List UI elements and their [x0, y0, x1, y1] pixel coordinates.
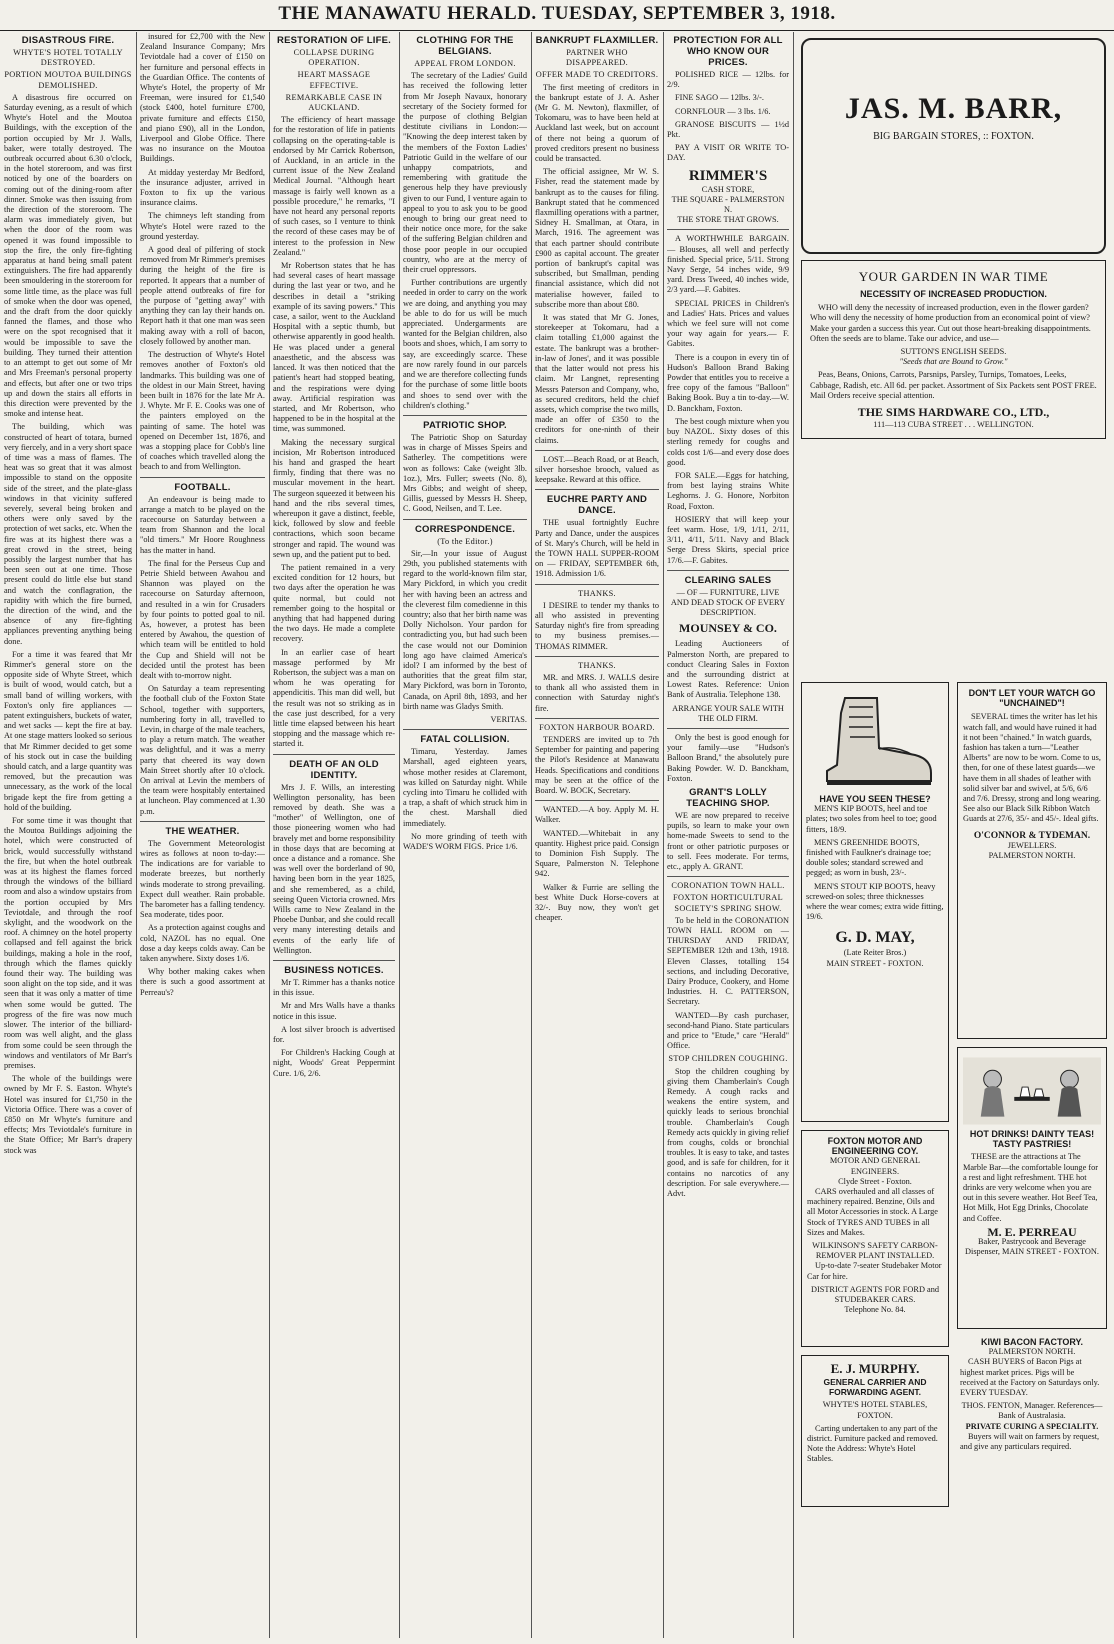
- motor-title: FOXTON MOTOR AND ENGINEERING COY.: [827, 1136, 923, 1157]
- article-paragraph: Why bother making cakes when there is such a good assortment at Perreau's?: [140, 967, 265, 997]
- divider: [535, 656, 659, 657]
- divider: [535, 718, 659, 719]
- notice-paragraph: Mr and Mrs Walls have a thanks notice in this issue.: [273, 1001, 395, 1021]
- kiwi-advertisement: [957, 1337, 1107, 1452]
- motor-body: Up-to-date 7-seater Studebaker Motor Car for hire.: [807, 1261, 942, 1281]
- classified-ad: LOST.—Beach Road, or at Beach, silver horseshoe brooch, valued as keepsake. Reward at this office.: [535, 454, 659, 485]
- cafe-title: HOT DRINKS! DAINTY TEAS! TASTY PASTRIES!: [969, 1129, 1095, 1150]
- may-boots-advertisement: [801, 678, 949, 1511]
- watch-title: DON'T LET YOUR WATCH GO "UNCHAINED"!: [968, 688, 1096, 709]
- classified-ad: TENDERS are invited up to 7th September for painting and papering the Pilot's Residence at Manawatu Heads. Specifications and conditions may be seen at the office of the Board. W. BOCK, Secretary.: [535, 734, 659, 795]
- article-paragraph: For some time it was thought that the Moutoa Buildings adjoining the hotel, which were constructed of brick, would successfully withstand the fire, but when the hotel outbreak was at its highest the flames forced through the windows of the billiard room and also a window upstairs from the portion occupied by Mrs Teviotdale, and through the roof skylight, and the woodwork on the roof. A chimney on the hotel property collapsed and fell against the brick buildings, making a hole in the roof, through which the flames quickly found their way. The building was soon alight on the top side, and it was seen that it was only a matter of time when some would be gutted. The progress of the fire was now much slower. The interior of the billiard-room was well alight, and the glass from some could be seen through the windows and ventilators of Mr Barr's premises.: [4, 816, 132, 1070]
- classified-ad: Stop the children coughing by giving them Chamberlain's Cough Remedy. A cough racks and weakens the entire system, and quickly leads to serious bronchial trouble. Chamberlain's Cough Remedy acts quickly in giving relief from coughs, colds or bronchial troubles. It is easy to take, and tastes good, and is safe for children, for it contains no narcotics of any description. For sale everywhere.—Advt.: [667, 1066, 789, 1199]
- boots-item: MEN'S STOUT KIP BOOTS, heavy screwed-on soles; three thicknesses where the wear comes; extra wide fitting, 19/6.: [806, 881, 944, 922]
- column-rule: [793, 32, 794, 1638]
- article-paragraph: On Saturday a team representing the football club of the Foxton State School, together with supporters, numbering forty in all, travelled to Levin, in charge of the male teachers, to play a return match. The weather was delightful, and it was a merry party that cheered its way down Main Street shortly after 10 o'clock. On arrival at Levin the members of the team were hospitably entertained at luncheon. Play commenced at 1.30 p.m.: [140, 684, 265, 816]
- kiwi-manager: THOS. FENTON, Manager. References—Bank of Australasia.: [961, 1401, 1103, 1421]
- classified-ad: Walker & Furrie are selling the best White Duck Horse-covers at 32/-. Buy now, they won't get cheaper.: [535, 882, 659, 923]
- divider: [403, 415, 527, 416]
- subheading: CORONATION TOWN HALL.: [671, 881, 785, 891]
- perreau-subtitle: Baker, Pastrycook and Beverage Dispenser, MAIN STREET - FOXTON.: [965, 1237, 1099, 1257]
- article-paragraph: Further contributions are urgently needed in order to carry on the work we are doing, and anything you may be able to do for us will be much appreciated. Undergarments are wanted for the Belgian children, also boots and shoes, which, I am sorry to say, are exceedingly scarce. These are now rarely found in our parcels and we are therefore collecting funds for the purchase of some little boots and shoes to send over with the children's clothing.": [403, 278, 527, 410]
- motor-body: CARS overhauled and all classes of machinery repaired. Benzine, Oils and all Motor Accessories in stock. A Large Stock of TYRES AND TUBES in all Sizes and Makes.: [807, 1187, 938, 1237]
- classified-ad: WANTED—By cash purchaser, second-hand Piano. State particulars and price to "Etude," care "Herald" Office.: [667, 1010, 789, 1051]
- kiwi-body: CASH BUYERS of Bacon Pigs at highest market prices. Pigs will be received at the Factory on Saturdays only. EVERY TUESDAY.: [960, 1357, 1100, 1398]
- headline: CORRESPONDENCE.: [414, 523, 516, 535]
- classified-ad: HOSIERY that will keep your feet warm. Hose, 1/9, 1/11, 2/11, 3/11, 4/11, 5/11. Navy and Black Serge Dress Skirts, special price 17/6.—F. Gabites.: [667, 514, 789, 565]
- article-paragraph: The destruction of Whyte's Hotel removes another of Foxton's old landmarks. This building was one of the oldest in our Main Street, having been built in 1876 for the late Mr A. J. Whyte. Mr F. E. Cooks was one of the painters employed on the painting of same. The hotel was opened on December 1st, 1876, and was a stopping place for Cobb's line of coaches which travelled along the beach to and from Wellington.: [140, 350, 265, 472]
- article-paragraph: The first meeting of creditors in the bankrupt estate of J. A. Asher (Mr G. M. Newton), flaxmiller, of Tokomaru, was to have been held at Auckland last week, but on account of there not being a quorum of proved creditors present no business could be transacted.: [535, 82, 659, 164]
- column-3: [273, 32, 395, 1640]
- article-paragraph: insured for £2,700 with the New Zealand Insurance Company; Mrs Teviotdale had a cover of £150 on her furniture and personal effects in the Guardian Office. The contents of Whyte's Hotel, the property of Mr Freeman, were insured for £1,540 (stock £400, hotel furniture £700, private furniture and effects £150, and piano £90), all in the London, Liverpool and Globe Office. There was no insurance on the Moutoa Buildings.: [140, 32, 265, 164]
- classified-ad: The best cough mixture when you buy NAZOL. Sixty doses of this sterling remedy for coughs and colds cost 1/6—and every dose does good.: [667, 416, 789, 467]
- auctioneer-name: MOUNSEY & CO.: [679, 621, 777, 636]
- classified-ad: THE usual fortnightly Euchre Party and Dance, under the auspices of St. Mary's Church, will be held in the TOWN HALL SUPPER-ROOM on — FRIDAY, SEPTEMBER 6th, 1918. Admission 1/6.: [535, 518, 659, 579]
- subheading: OFFER MADE TO CREDITORS.: [535, 70, 659, 80]
- headline: DISASTROUS FIRE.: [21, 35, 115, 46]
- ad-text: — OF — FURNITURE, LIVE AND DEAD STOCK OF EVERY DESCRIPTION.: [670, 587, 786, 618]
- garden-advertisement: [801, 260, 1106, 439]
- motor-advertisement: [801, 1130, 949, 1347]
- article-paragraph: No more grinding of teeth with WADE'S WORM FIGS. Price 1/6.: [403, 831, 527, 852]
- murphy-advertisement: [801, 1355, 949, 1507]
- notice-paragraph: A lost silver brooch is advertised for.: [273, 1024, 395, 1045]
- column-4: [403, 32, 527, 1640]
- headline: EUCHRE PARTY AND DANCE.: [546, 494, 648, 517]
- garden-body: WHO will deny the necessity of increased production, even in the flower garden? Who will deny the necessity of home production from an economical point of view? Make your garden a success this year. Cut out those heart-breaking disappointments. Often the seeds are to blame. Take our advice, and use—: [810, 303, 1091, 343]
- sims-name: THE SIMS HARDWARE CO., LTD.,: [857, 405, 1050, 420]
- subheading: THANKS.: [578, 588, 616, 598]
- headline: BUSINESS NOTICES.: [284, 965, 384, 977]
- divider: [140, 477, 265, 478]
- article-paragraph: Making the necessary surgical incision, Mr Robertson introduced his hand and grasped the heart firmly, finding that there was no muscular movement in the heart. The surgeon squeezed it between his hand and the ribs several times, whereupon it gave a distinct, feeble, kick, followed by slow and feeble contractions, which soon became stronger and rapid. The wound was sewn up, and the patient put to bed.: [273, 437, 395, 559]
- divider: [403, 519, 527, 520]
- price-line: GRANOSE BISCUITS — 1½d Pkt.: [667, 119, 789, 140]
- perreau-name: M. E. PERREAU: [987, 1224, 1077, 1239]
- article-paragraph: A good deal of pilfering of stock removed from Mr Rimmer's premises during the height of the fire is reported. It appears that a number of people attend outbreaks of fire for the purpose of "getting away" with anything they can lay their hands on. Report hath it that one man was seen making away with a roll of bacon, closely followed by another man.: [140, 245, 265, 346]
- garden-title: YOUR GARDEN IN WAR TIME: [858, 269, 1049, 284]
- classified-ad: WE are now prepared to receive pupils, so learn to make your own home-made Sweets to send to the front or other patriotic purposes or to sell. Fees moderate. For terms, etc., apply A. GRANT.: [667, 810, 789, 871]
- subheading: FOXTON HORTICULTURAL SOCIETY'S SPRING SHOW.: [673, 893, 783, 913]
- store-address: THE SQUARE - PALMERSTON N.: [671, 194, 785, 215]
- headline: BANKRUPT FLAXMILLER.: [535, 35, 659, 46]
- column-2: [140, 32, 265, 1640]
- motor-agents: DISTRICT AGENTS FOR FORD and STUDEBAKER CARS.: [810, 1284, 939, 1305]
- article-paragraph: The official assignee, Mr W. S. Fisher, read the statement made by bankrupt as to the causes for filing. Bankrupt stated that he commenced flaxmilling operations with a partner, Sidney H. Smallman, at Otara, in March, 1916. The agreement was that each partner should contribute £900 as capital account. The greater portion of bankrupt's capital was subscribed, but Smallman, pending financial assistance, which did not materialise however, failed to subscribe more than about £80.: [535, 167, 659, 309]
- boots-title: HAVE YOU SEEN THESE?: [819, 794, 931, 804]
- column-6: [667, 32, 789, 1640]
- notice-paragraph: For Children's Hacking Cough at night, Woods' Great Peppermint Cure. 1/6, 2/6.: [273, 1048, 395, 1078]
- price-line: PAY A VISIT OR WRITE TO-DAY.: [667, 143, 789, 163]
- subheading: WHYTE'S HOTEL TOTALLY DESTROYED.: [13, 48, 123, 68]
- divider: [140, 821, 265, 822]
- watch-body: SEVERAL times the writer has let his watch fall, and would have ruined it had it not been "chained." In watch guards, fashion has taken a turn—"Leather Alberts" are now to be worn. Come to us, then, for one of these latest guards—we have them in all shades of leather with solid silver bar and swivel, at 5/6, 6/6 and 7/6. Dressy, strong and long wearing. See also our Black Silk Ribbon Watch Guards at 27/6, 35/- and 45/-. Ideal gifts.: [963, 712, 1101, 824]
- subheading: PORTION MOUTOA BUILDINGS DEMOLISHED.: [4, 70, 132, 90]
- divider: [535, 489, 659, 490]
- price-line: CORNFLOUR — 3 lbs. 1/6.: [675, 106, 771, 116]
- article-paragraph: As a protection against coughs and cold, NAZOL has no equal. One dose a day keeps colds away. Can be taken anywhere. Sixty doses 1/6.: [140, 923, 265, 964]
- murphy-address: WHYTE'S HOTEL STABLES, FOXTON.: [822, 1400, 928, 1420]
- classified-ad: FOR SALE.—Eggs for hatching, from best laying strains White Leghorns. J. G. Honore, Norbiton Road, Foxton.: [667, 470, 789, 511]
- classified-ad: WANTED.—A boy. Apply M. H. Walker.: [535, 805, 659, 825]
- article-paragraph: Timaru, Yesterday. James Marshall, aged eighteen years, whose mother resides at Claremont, was killed on Saturday night. While cycling into Timaru he collided with a trap, a shaft of which struck him in the chest. Marshall died immediately.: [403, 747, 527, 828]
- classified-ad: WANTED.—Whitebait in any quantity. Highest price paid. Consign to Dominion Fish Supply. The Square, Palmerston N. Telephone 942.: [535, 828, 659, 879]
- cafe-body: THESE are the attractions at The Marble Bar—the comfortable lounge for a rest and light refreshment. THE hot drinks are very welcome when you are out in this severe weather. Hot Beef Tea, Hot Milk, Hot Egg Drinks, Chocolate and Coffee.: [963, 1152, 1099, 1223]
- article-paragraph: For a time it was feared that Mr Rimmer's general store on the opposite side of Whyte Street, which is built of wood, would catch, but a small band of willing workers, with Foxton's only fire appliances — patent extinguishers, buckets of water, and wet sacks — kept the fire at bay. At one stage matters looked so serious that Mr Rimmer decided to get some of his stock out in case the building should catch, and a large quantity was removed, but the precaution was unnecessary, as the work of the local brigade kept the fire from getting a hold of the building.: [4, 649, 132, 812]
- masthead: THE MANAWATU HERALD. TUESDAY, SEPTEMBER 3, 1918.: [0, 0, 1114, 31]
- divider: [667, 570, 789, 571]
- ad-text: ARRANGE YOUR SALE WITH THE OLD FIRM.: [672, 703, 784, 723]
- boot-illustration-icon: [815, 693, 935, 788]
- murphy-subtitle: GENERAL CARRIER AND FORWARDING AGENT.: [823, 1377, 927, 1398]
- subheading: (To the Editor.): [437, 536, 493, 546]
- column-rule: [399, 32, 400, 1638]
- cafe-illustration-icon: [963, 1057, 1101, 1125]
- divider: [403, 729, 527, 730]
- article-paragraph: In an earlier case of heart massage performed by Mr Robertson, the subject was a man on whom he was operating for appendicitis. This man did well, but the result was not so striking as in the case just described, for a very little time elapsed between his heart stopping and the massage which re-started it.: [273, 647, 395, 749]
- headline: DEATH OF AN OLD IDENTITY.: [289, 758, 379, 781]
- subheading: PARTNER WHO DISAPPEARED.: [566, 48, 628, 68]
- kiwi-private: PRIVATE CURING A SPECIALITY.: [965, 1421, 1099, 1431]
- column-rule: [531, 32, 532, 1638]
- article-paragraph: The whole of the buildings were owned by Mr F. S. Easton. Whyte's Hotel was insured for £1,750 in the Victoria Office. There was a cover of £850 on Mr Whyte's furniture and effects; Mrs Teviotdale's furniture in the State Office; Mr Barr's drapery stock was: [4, 1074, 132, 1155]
- headline: FOOTBALL.: [174, 481, 231, 493]
- watch-advertisement: [957, 682, 1107, 1039]
- boots-item: MEN'S GREENHIDE BOOTS, finished with Faulkner's drainage toe; double soles; standard screwed and pegged; as worn in bush, 23/-.: [806, 837, 931, 878]
- headline: THE WEATHER.: [165, 825, 240, 837]
- may-name: G. D. MAY,: [835, 929, 915, 947]
- may-address: MAIN STREET - FOXTON.: [826, 958, 924, 968]
- article-paragraph: At midday yesterday Mr Bedford, the insurance adjuster, arrived in Foxton to fix up the various insurance claims.: [140, 167, 265, 208]
- right-ads: [957, 678, 1107, 1455]
- subheading: STOP CHILDREN COUGHING.: [668, 1054, 788, 1064]
- article-paragraph: A disastrous fire occurred on Saturday evening, as a result of which Whyte's Hotel and the Moutoa Buildings, with the exception of the portion occupied by Mr J. Walls, baker, were totally destroyed. The outbreak occurred about 6.30 o'clock, in the hotel storeroom, and was first noticed by one of the boarders on coming out of the dining-room after dinner. Smoke was then issuing from the direction of the storeroom. The alarm was immediately given, but when the door of the room was opened it was found impossible to stop the fire, the only fire-fighting apparatus at hand being small patent extinguishers. The fire had apparently been smouldering in the storeroom for some little time, as the place was full of smoke when the door was opened, and the draft from the door quickly fanned the flames, and those who were on the spot recognised that it would be impossible to save the building. They turned their attention to an attempt to get out some of Mr and Mrs Freeman's personal property and effects, but after one or two trips up and down the stairs all efforts in this direction were prevented by the smoke and intense heat.: [4, 92, 132, 419]
- kiwi-title: KIWI BACON FACTORY.: [980, 1337, 1083, 1347]
- article-paragraph: The building, which was constructed of heart of totara, burned very fiercely, and in a very short space of time was a mass of flames. The heat was so great that it was almost impossible to stand on the opposite side of the street, and the plate-glass windows in that vicinity suffered severely, several being broken and others were only saved by the protection of wet sacks, etc. When the fire was at its highest there was a great crowd in the street, being possibly the largest number that has been seen out at one time. Those present could do little else but stand and watch the conflagration, the rapidity with which the fire burned, the direction of the wind, and the absence of any fire-fighting appliances preventing anything being done.: [4, 422, 132, 646]
- subheading: REMARKABLE CASE IN AUCKLAND.: [285, 92, 383, 113]
- classified-ad: Only the best is good enough for your family—use "Hudson's Balloon Brand," the absolutely pure Baking Powder. W. D. Banckham, Foxton.: [667, 732, 789, 783]
- motor-telephone: Telephone No. 84.: [844, 1305, 906, 1315]
- article-paragraph: The patient remained in a very excited condition for 12 hours, but two days after the operation he was quite normal, but could not remember going to the hospital or anything that had happened during the two days. He made a complete recovery.: [273, 562, 395, 644]
- price-line: POLISHED RICE — 12lbs. for 2/9.: [667, 70, 789, 90]
- subheading: THANKS.: [578, 660, 616, 670]
- boots-box: [801, 682, 949, 1122]
- article-paragraph: Mrs J. F. Wills, an interesting Wellington personality, has been removed by death. She was a "mother" of Wellington, one of those pioneering women who had bravely met and borne responsibility in those days that are becoming at once a distance and a romance. She was well over the borderland of 90, having been born in the year 1825, and she remembered, as a child, seeing Queen Victoria crowned. Mrs Wills came to New Zealand in the Phoebe Dunbar, and she could recall very many interesting details and events of the early life of Wellington.: [273, 782, 395, 955]
- oconnor-address: PALMERSTON NORTH.: [988, 851, 1076, 861]
- kiwi-note: Buyers will wait on farmers by request, and give any particulars required.: [960, 1431, 1100, 1452]
- headline: CLOTHING FOR THE BELGIANS.: [416, 35, 514, 57]
- article-paragraph: Sir,—In your issue of August 29th, you published statements with regard to the world-known film star, Mary Pickford, in which you credit her with having been an actress and the cleverest film comedienne in this country; also that her birth name was Dolly Nicholson. Your pardon for contradicting you, but had such been the case would not our Dominion long ago have claimed America's idol? I am informed by the best of authorities that the great film star, Mary Pickford, was born in Toronto, Canada, on April 8th, 1893, and her birth name was Gladys Smith.: [403, 548, 527, 711]
- classified-ad: I DESIRE to tender my thanks to all who assisted in preventing Saturday night's fire from spreading to my business premises.— THOMAS RIMMER.: [535, 600, 659, 651]
- classified-ad: SPECIAL PRICES in Children's and Ladies' Hats. Prices and values which we feel sure will not come your way again for years.— F. Gabites.: [667, 298, 789, 349]
- divider: [535, 450, 659, 451]
- may-subtitle: (Late Reiter Bros.): [843, 948, 907, 958]
- divider: [667, 229, 789, 230]
- article-paragraph: The secretary of the Ladies' Guild has received the following letter from Mr Joseph Navaux, honorary secretary of the Society formed for the purpose of clothing Belgian destitute civilians in London:— "Knowing the deep interest taken by the members of the Foxton Ladies' Patriotic Guild in the welfare of our unhappy compatriots, and remembering with gratitude the generous help they have previously given to our Fund, I venture again to appeal to you to ask you to be good enough to bring our great need to their notice once more, for the sake of the suffering Belgian children and those poor people in our occupied country, who are at the mercy of their cruel oppressors.: [403, 71, 527, 275]
- headline: RESTORATION OF LIFE.: [277, 35, 391, 46]
- divider: [535, 584, 659, 585]
- article-paragraph: The efficiency of heart massage for the restoration of life in patients collapsing on the operating-table is endorsed by Mr Carrick Robertson, of Auckland, in an article in the current issue of the New Zealand Medical Journal. "Although heart massage is fairly well known as a possible procedure," he remarks, "I have not heard any personal reports of such cases, so I venture to think the record of these cases may be of interest to the profession in New Zealand.": [273, 115, 395, 257]
- classified-ad: A WORTHWHILE BARGAIN.— Blouses, all well and perfectly finished. Special price, 5/11. Strong Navy Serge, 54 inches wide, 9/9 yard. Dress Tweed, 40 inches wide, 2/3 yard.—F. Gabites.: [667, 234, 789, 295]
- ad-headline: CLEARING SALES: [684, 574, 772, 586]
- store-slogan: THE STORE THAT GROWS.: [677, 215, 779, 225]
- barr-subtitle: BIG BARGAIN STORES, :: FOXTON.: [873, 131, 1034, 142]
- classified-ad: MR. and MRS. J. WALLS desire to thank all who assisted them in connection with Saturday night's fire.: [535, 672, 659, 713]
- subheading: FOXTON HARBOUR BOARD.: [539, 722, 655, 732]
- article-paragraph: Mr Robertson states that he has had several cases of heart massage during the last year or two, and he describes in detail a "striking example of its saving powers." This case, a sailor, went to the Auckland Hospital with a septic thumb, but otherwise apparently in good health. He was placed under a general anaesthetic, and the abscess was lanced. It was then noticed that the patient's heart had stopped beating, and the respirations were dying away. Artificial respiration was started, and Mr Robertson, who happened to be in the hospital at the time, was summoned.: [273, 261, 395, 434]
- signature: VERITAS.: [490, 714, 527, 724]
- column-1: [4, 32, 132, 1640]
- garden-list: Peas, Beans, Onions, Carrots, Parsnips, Parsley, Turnips, Tomatoes, Leeks, Cabbage, Radish, etc. All 6d. per packet. Assortment of Six Packets sent POST FREE. Mail Orders receive special attention.: [810, 370, 1097, 400]
- murphy-body: Carting undertaken to any part of the district. Furniture packed and removed. Note the Address: Whyte's Hotel Stables.: [807, 1423, 938, 1464]
- column-rule: [136, 32, 137, 1638]
- motor-wilkinson: WILKINSON'S SAFETY CARBON-REMOVER PLANT INSTALLED.: [812, 1241, 938, 1261]
- store-line: CASH STORE,: [701, 184, 755, 194]
- divider: [535, 800, 659, 801]
- sutton-slogan: "Seeds that are Bound to Grow.": [899, 357, 1008, 367]
- boots-item: MEN'S KIP BOOTS, heel and toe plates; two soles from heel to toe; good fitters, 18/9.: [806, 804, 937, 834]
- column-rule: [663, 32, 664, 1638]
- classified-ad: There is a coupon in every tin of Hudson's Balloon Brand Baking Powder that entitles you to receive a free copy of the famous "Balloon" Baking Book. Buy a tin to-day.—W. D. Banckham, Foxton.: [667, 352, 789, 413]
- column-7-advertisements: [797, 32, 1110, 1640]
- oconnor-name: O'CONNOR & TYDEMAN.: [973, 830, 1091, 841]
- store-name: RIMMER'S: [688, 167, 768, 184]
- article-paragraph: The Government Meteorologist wires as follows at noon to-day:— The indications are for variable to moderate breezes, but northerly winds moderate to strong prevailing. Expect dull weather. Rain probable. The barometer has a falling tendency. Sea moderate, tides poor.: [140, 838, 265, 920]
- article-paragraph: The final for the Perseus Cup and Petrie Shield between Awahou and Shannon was played on the racecourse on Saturday afternoon, and resulted in a win for Crusaders by four points to potted goal to nil. As, however, a protest has been entered by Awahou, the question of which team will be entitled to hold the Cup and Shield will not be decided until the protest has been dealt with to-morrow night.: [140, 558, 265, 680]
- murphy-name: E. J. MURPHY.: [830, 1361, 920, 1376]
- article-paragraph: It was stated that Mr G. Jones, storekeeper at Tokomaru, had a claim totalling £1,000 against the estate. The bankrupt was a brother-in-law of Jones', and it was possible that the latter would not press his claim. Mr Langnet, representing Messrs Paterson and Company, who, as secured creditors, held the chief assets, which comprise the two mills, made an offer of £350 to the creditors for one-ninth of their claims.: [535, 313, 659, 445]
- headline: PATRIOTIC SHOP.: [423, 419, 507, 431]
- divider: [273, 754, 395, 755]
- column-rule: [269, 32, 270, 1638]
- kiwi-subtitle: PALMERSTON NORTH.: [988, 1347, 1076, 1357]
- divider: [273, 960, 395, 961]
- headline: FATAL COLLISION.: [420, 734, 510, 746]
- barr-advertisement: [801, 38, 1106, 254]
- price-line: FINE SAGO — 12lbs. 3/-.: [675, 93, 764, 103]
- motor-address: Clyde Street - Foxton.: [838, 1176, 912, 1186]
- ad-text: Leading Auctioneers of Palmerston North, are prepared to conduct Clearing Sales in Foxton and the surrounding district at Lowest Rates. Reference: Union Bank of Australia. Telephone 138.: [667, 639, 789, 700]
- garden-subtitle: NECESSITY OF INCREASED PRODUCTION.: [860, 289, 1047, 299]
- ad-headline: GRANT'S LOLLY TEACHING SHOP.: [686, 786, 770, 809]
- sims-address: 111—113 CUBA STREET . . . WELLINGTON.: [873, 420, 1034, 430]
- subheading: HEART MASSAGE EFFECTIVE.: [297, 70, 371, 90]
- motor-subtitle: MOTOR AND GENERAL ENGINEERS.: [829, 1156, 921, 1176]
- ad-headline: PROTECTION FOR ALL WHO KNOW OUR PRICES.: [673, 35, 783, 68]
- barr-title: JAS. M. BARR,: [844, 92, 1063, 125]
- sutton-seeds: SUTTON'S ENGLISH SEEDS.: [900, 347, 1007, 357]
- oconnor-subtitle: JEWELLERS.: [1007, 840, 1057, 850]
- classified-ad: To be held in the CORONATION TOWN HALL ROOM on — THURSDAY AND FRIDAY, SEPTEMBER 12th and 13th, 1918. Eleven Classes, totalling 154 sections, and including Decorative, Dairy Produce, Cookery, and Home Industries. H. C. PATTERSON, Secretary.: [667, 915, 789, 1007]
- article-paragraph: The Patriotic Shop on Saturday was in charge of Misses Speirs and Satherley. The competitions were won as follows: Cake (weight 3lb. 1oz.), Mrs. Fuller; sweets (No. 8), Mrs Gibbs; and weight of sheep, Gillis, guessed by Messrs H. Sheep, C. Good, Neilsen, and T. Lee.: [403, 432, 527, 514]
- article-paragraph: An endeavour is being made to arrange a match to be played on the racecourse on Saturday between a team from Shannon and the local "old timers." Mr Hoore Roughness has the matter in hand.: [140, 494, 265, 555]
- divider: [667, 728, 789, 729]
- divider: [667, 876, 789, 877]
- notice-paragraph: Mr T. Rimmer has a thanks notice in this issue.: [273, 978, 395, 998]
- perreau-advertisement: [957, 1047, 1107, 1329]
- article-paragraph: The chimneys left standing from Whyte's Hotel were razed to the ground yesterday.: [140, 211, 265, 241]
- subheading: APPEAL FROM LONDON.: [414, 59, 516, 68]
- subheading: COLLAPSE DURING OPERATION.: [293, 48, 375, 68]
- column-5: [535, 32, 659, 1640]
